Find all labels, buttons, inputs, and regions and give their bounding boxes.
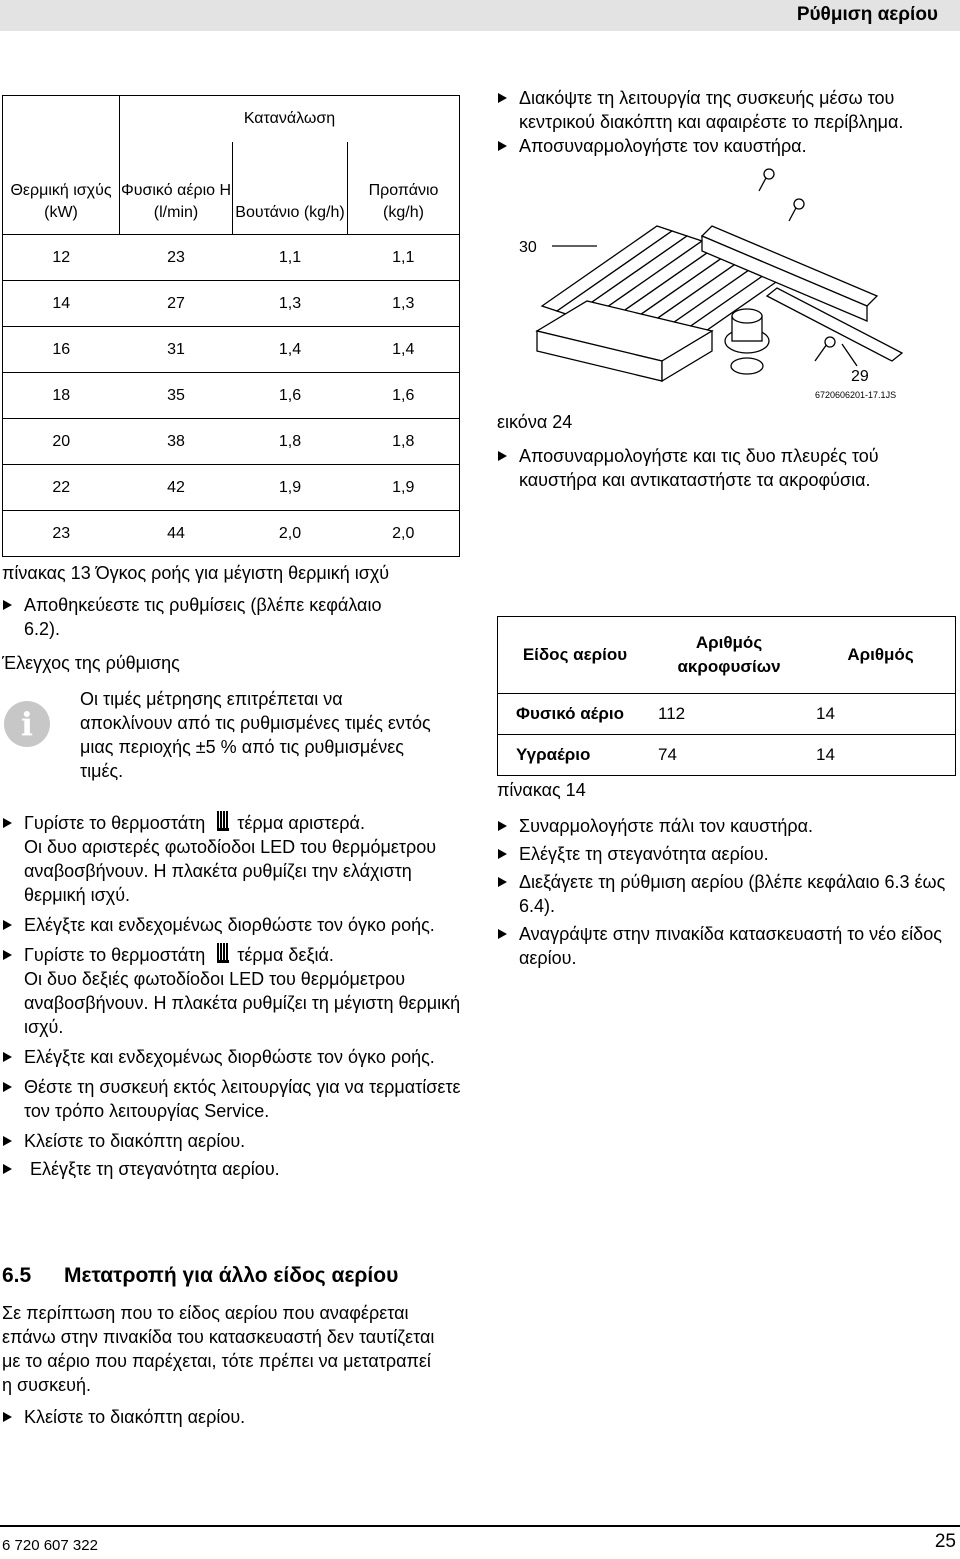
figure-code: 6720606201-17.1JS	[815, 390, 897, 400]
section-number: 6.5	[2, 1264, 32, 1287]
table14-header-nozzle: Αριθμός ακροφυσίων	[652, 617, 806, 694]
bullet-arrow-icon	[498, 929, 507, 939]
bullet-check-tightness	[2, 1157, 464, 1181]
bullet-text: Γυρίστε το θερμοστάτη	[24, 945, 206, 965]
bullet-arrow-icon	[3, 1164, 12, 1174]
page-header-bar	[0, 0, 960, 31]
bullet-text: Οι δυο δεξιές φωτοδίοδοι LED του θερμόμετρου αναβοσβήνουν. Η πλακέτα ρυθμίζει τη μέγιστη θερμική ισχύ.	[24, 969, 461, 1037]
section-6-5	[2, 1263, 452, 1429]
table13-header-natural-gas: Φυσικό αέριο H (l/min)	[120, 182, 232, 221]
thermostat-icon	[217, 943, 229, 963]
bullet-arrow-icon	[3, 950, 12, 960]
bullet-text: Ελέγξτε τη στεγανότητα αερίου.	[519, 844, 769, 864]
table-cell: 1,4	[348, 327, 460, 373]
figure-label-29: 29	[851, 368, 869, 385]
table-row	[3, 235, 460, 281]
table-cell: Φυσικό αέριο	[498, 694, 653, 735]
section-heading	[2, 1263, 452, 1289]
bullet-text: Αποσυναρμολογήστε και τις δυο πλευρές τού καυστήρα και αντικαταστήστε τα ακροφύσια.	[519, 446, 879, 490]
bullet-arrow-icon	[3, 1412, 12, 1422]
thermostat-icon	[217, 811, 229, 831]
table-cell: 35	[120, 373, 233, 419]
bullet-turn-right	[2, 943, 464, 1039]
table-cell: Υγραέριο	[498, 735, 653, 776]
table13-header-thermal: Θερμική ισχύς (kW)	[3, 96, 120, 235]
bullet-text: τέρμα αριστερά.	[237, 813, 365, 833]
bullet-arrow-icon	[498, 821, 507, 831]
right-column	[497, 86, 960, 970]
table13-header-butane: Βουτάνιο (kg/h)	[233, 142, 348, 235]
bullet-check-flow-1	[2, 913, 464, 937]
bullet-arrow-icon	[3, 600, 12, 610]
bullet-reassemble	[497, 814, 959, 838]
table-cell: 74	[652, 735, 806, 776]
table-cell: 1,4	[233, 327, 348, 373]
bullet-service-off	[2, 1075, 464, 1123]
table-cell: 38	[120, 419, 233, 465]
bullet-check-flow-2	[2, 1045, 464, 1069]
page-header-title: Ρύθμιση αερίου	[796, 4, 938, 25]
info-note-text: Οι τιμές μέτρησης επιτρέπεται να αποκλίνουν από τις ρυθμισμένες τιμές εντός μιας περιοχής ±5 % από τις ρυθμισμένες τιμές.	[80, 689, 431, 781]
bullet-arrow-icon	[3, 920, 12, 930]
table-cell: 1,1	[233, 235, 348, 281]
bullet-text: Ελέγξτε τη στεγανότητα αερίου.	[30, 1159, 280, 1179]
bullet-remove-sides	[497, 444, 959, 492]
table-cell: 1,1	[348, 235, 460, 281]
info-icon: i	[4, 701, 50, 747]
table-cell: 18	[3, 373, 120, 419]
table-cell: 12	[3, 235, 120, 281]
table-cell: 31	[120, 327, 233, 373]
footer-doc-number: 6 720 607 322	[2, 1537, 98, 1554]
gas-consumption-table	[2, 95, 460, 557]
bullet-text: Οι δυο αριστερές φωτοδίοδοι LED του θερμόμετρου αναβοσβήνουν. Η πλακέτα ρυθμίζει την ελάχιστη θερμική ισχύ.	[24, 837, 437, 905]
burner-illustration	[497, 166, 960, 411]
table-cell: 14	[806, 735, 956, 776]
bullet-text: Διεξάγετε τη ρύθμιση αερίου (βλέπε κεφάλαιο 6.3 έως 6.4).	[519, 872, 946, 916]
bullet-arrow-icon	[3, 818, 12, 828]
table-cell: 1,8	[348, 419, 460, 465]
bullet-text: Ελέγξτε και ενδεχομένως διορθώστε τον όγκο ροής.	[24, 1047, 435, 1067]
section-title: Μετατροπή για άλλο είδος αερίου	[64, 1264, 399, 1287]
left-column	[2, 95, 464, 1181]
table-cell: 1,6	[233, 373, 348, 419]
table-cell: 14	[806, 694, 956, 735]
bullet-text: Διακόψτε τη λειτουργία της συσκευής μέσω του κεντρικού διακόπτη και αφαιρέστε το περίβλημα.	[519, 88, 904, 132]
bullet-arrow-icon	[498, 849, 507, 859]
table-cell: 112	[652, 694, 806, 735]
table-row	[498, 694, 956, 735]
burner-figure	[497, 166, 960, 506]
bullet-arrow-icon	[3, 1052, 12, 1062]
bullet-text: Ελέγξτε και ενδεχομένως διορθώστε τον όγκο ροής.	[24, 915, 435, 935]
table-row	[3, 419, 460, 465]
bullet-arrow-icon	[498, 451, 507, 461]
table-cell: 42	[120, 465, 233, 511]
table-cell: 1,3	[348, 281, 460, 327]
table-row	[3, 373, 460, 419]
table-cell: 1,9	[233, 465, 348, 511]
table14-header-count: Αριθμός	[806, 617, 956, 694]
table-row	[3, 465, 460, 511]
bullet-switch-off	[497, 86, 939, 134]
table-cell: 1,8	[233, 419, 348, 465]
table-cell: 20	[3, 419, 120, 465]
bullet-text: Κλείστε το διακόπτη αερίου.	[24, 1131, 246, 1151]
table-cell: 27	[120, 281, 233, 327]
section-body: Σε περίπτωση που το είδος αερίου που αναφέρεται επάνω στην πινακίδα του κατασκευαστή δεν ταυτίζεται με το αέριο που παρέχεται, τότε πρέπει να μετατραπεί η συσκευή.	[2, 1303, 435, 1395]
bullet-arrow-icon	[3, 1082, 12, 1092]
bullet-text: Γυρίστε το θερμοστάτη	[24, 813, 206, 833]
bullet-arrow-icon	[3, 1136, 12, 1146]
table-cell: 23	[120, 235, 233, 281]
bullet-close-valve-2	[2, 1405, 452, 1429]
bullet-record-plate	[497, 922, 949, 970]
bullet-text: Συναρμολογήστε πάλι τον καυστήρα.	[519, 816, 813, 836]
table-cell: 23	[3, 511, 120, 557]
table-cell: 14	[3, 281, 120, 327]
figure-caption: εικόνα 24	[497, 412, 573, 432]
table-cell: 1,6	[348, 373, 460, 419]
bullet-arrow-icon	[498, 877, 507, 887]
nozzle-table	[497, 616, 956, 776]
table14-header-type: Είδος αερίου	[498, 617, 653, 694]
bullet-arrow-icon	[498, 141, 507, 151]
bullet-arrow-icon	[498, 93, 507, 103]
bullet-close-valve	[2, 1129, 464, 1153]
footer-divider	[0, 1525, 960, 1527]
bullet-text: τέρμα δεξιά.	[237, 945, 334, 965]
table-cell: 1,9	[348, 465, 460, 511]
table-row	[498, 735, 956, 776]
table-cell: 22	[3, 465, 120, 511]
bullet-text: Κλείστε το διακόπτη αερίου.	[24, 1407, 246, 1427]
bullet-save-settings	[2, 593, 404, 641]
bullet-text: Αποθηκεύεστε τις ρυθμίσεις (βλέπε κεφάλαιο 6.2).	[24, 595, 382, 639]
bullet-remove-burner	[497, 134, 960, 158]
table14-caption: πίνακας 14	[497, 780, 586, 800]
table13-header-propane: Προπάνιο (kg/h)	[348, 142, 460, 235]
table13-caption: πίνακας 13 Όγκος ροής για μέγιστη θερμική ισχύ	[2, 563, 390, 583]
check-heading: Έλεγχος της ρύθμισης	[2, 653, 180, 673]
bullet-adjust-gas	[497, 870, 959, 918]
bullet-turn-left	[2, 811, 464, 907]
info-note	[2, 687, 440, 783]
table-row	[3, 281, 460, 327]
table-row	[3, 511, 460, 557]
table-cell: 16	[3, 327, 120, 373]
bullet-text: Αναγράψτε στην πινακίδα κατασκευαστή το νέο είδος αερίου.	[519, 924, 942, 968]
table13-header-consumption: Κατανάλωση	[120, 96, 460, 143]
footer-page-number: 25	[934, 1531, 956, 1552]
figure-label-30: 30	[519, 239, 537, 256]
table-cell: 44	[120, 511, 233, 557]
bullet-check-tightness-2	[497, 842, 959, 866]
table-cell: 2,0	[233, 511, 348, 557]
table-cell: 1,3	[233, 281, 348, 327]
table-row	[3, 327, 460, 373]
table-cell: 2,0	[348, 511, 460, 557]
bullet-text: Θέστε τη συσκευή εκτός λειτουργίας για να τερματίσετε τον τρόπο λειτουργίας Service.	[24, 1077, 461, 1121]
bullet-text: Αποσυναρμολογήστε τον καυστήρα.	[519, 136, 807, 156]
